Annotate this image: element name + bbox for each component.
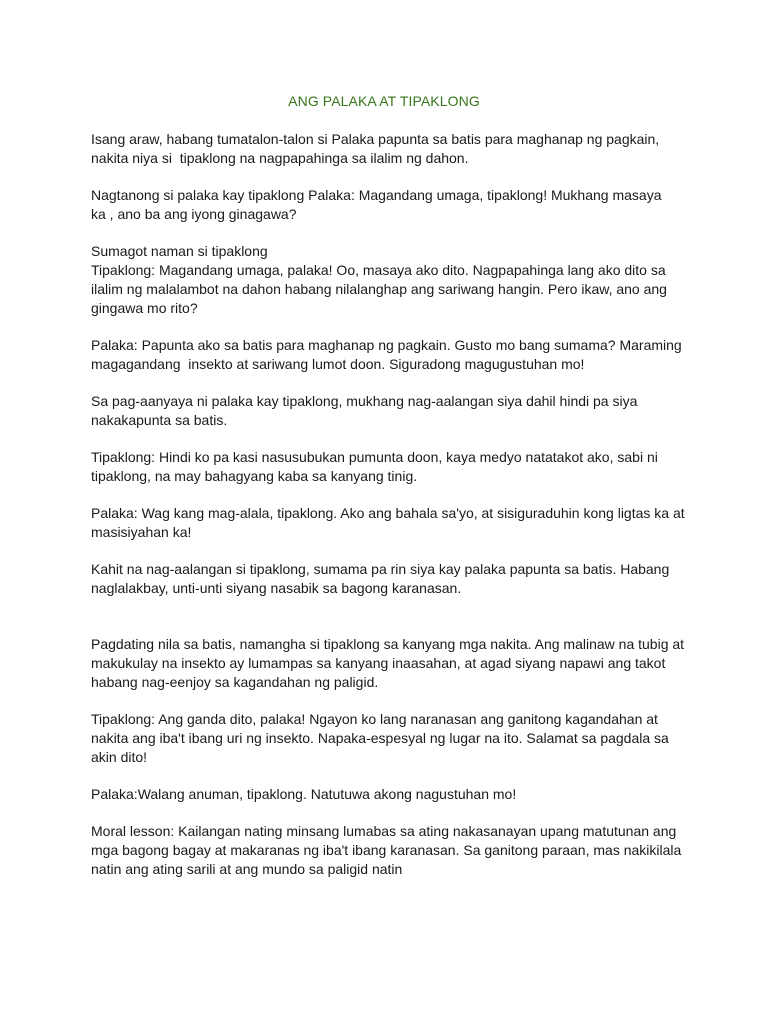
paragraph-line: akin dito! (91, 749, 148, 765)
paragraph (91, 242, 691, 318)
paragraph-line: naglalakbay, unti-unti siyang nasabik sa bagong karanasan. (91, 580, 462, 596)
paragraph-line: Tipaklong: Hindi ko pa kasi nasusubukan pumunta doon, kaya medyo natatakot ako, sabi ni (91, 449, 658, 465)
document-body (91, 130, 691, 897)
paragraph-line: Palaka: Papunta ako sa batis para maghanap ng pagkain. Gusto mo bang sumama? Maraming (91, 337, 682, 353)
paragraph-line: Kahit na nag-aalangan si tipaklong, sumama pa rin siya kay palaka papunta sa batis. Habang (91, 561, 670, 577)
paragraph-line: natin ang ating sarili at ang mundo sa paligid natin (91, 861, 403, 877)
paragraph (91, 710, 691, 767)
paragraph (91, 392, 691, 430)
paragraph-line: tipaklong, na may bahagyang kaba sa kanyang tinig. (91, 468, 418, 484)
paragraph-line: nakita ang iba't ibang uri ng insekto. Napaka-espesyal ng lugar na ito. Salamat sa pagdala sa (91, 730, 669, 746)
paragraph-line: nakita niya si tipaklong na nagpapahinga sa ilalim ng dahon. (91, 150, 469, 166)
paragraph-line: gingawa mo rito? (91, 300, 198, 316)
paragraph (91, 822, 691, 879)
paragraph (91, 504, 691, 542)
paragraph-line: Palaka:Walang anuman, tipaklong. Natutuwa akong nagustuhan mo! (91, 786, 517, 802)
paragraph-line: Pagdating nila sa batis, namangha si tipaklong sa kanyang mga nakita. Ang malinaw na tubig at (91, 636, 685, 652)
paragraph-line: Moral lesson: Kailangan nating minsang lumabas sa ating nakasanayan upang matutunan ang (91, 823, 677, 839)
paragraph-line: mga bagong bagay at makaranas ng iba't ibang karanasan. Sa ganitong paraan, mas nakikilala (91, 842, 682, 858)
paragraph-line: Sumagot naman si tipaklong (91, 243, 268, 259)
paragraph-spacer (91, 616, 691, 635)
document-title: ANG PALAKA AT TIPAKLONG (288, 93, 480, 109)
paragraph-line: Palaka: Wag kang mag-alala, tipaklong. Ako ang bahala sa'yo, at sisiguraduhin kong ligtas ka at (91, 505, 685, 521)
paragraph (91, 785, 691, 804)
paragraph-line: ilalim ng malalambot na dahon habang nilalanghap ang sariwang hangin. Pero ikaw, ano ang (91, 281, 667, 297)
paragraph-line: Tipaklong: Ang ganda dito, palaka! Ngayon ko lang naranasan ang ganitong kagandahan at (91, 711, 658, 727)
paragraph-line: Isang araw, habang tumatalon-talon si Palaka papunta sa batis para maghanap ng pagkain, (91, 131, 660, 147)
paragraph (91, 130, 691, 168)
paragraph-line: Nagtanong si palaka kay tipaklong Palaka: Magandang umaga, tipaklong! Mukhang masaya (91, 187, 662, 203)
paragraph-line: masisiyahan ka! (91, 524, 192, 540)
paragraph-line: ka , ano ba ang iyong ginagawa? (91, 206, 297, 222)
paragraph-line: magagandang insekto at sariwang lumot doon. Siguradong magugustuhan mo! (91, 356, 585, 372)
paragraph-line: nakakapunta sa batis. (91, 412, 228, 428)
paragraph (91, 448, 691, 486)
paragraph-line: Tipaklong: Magandang umaga, palaka! Oo, masaya ako dito. Nagpapahinga lang ako dito sa (91, 262, 666, 278)
paragraph (91, 336, 691, 374)
paragraph-line: habang nag-eenjoy sa kagandahan ng paligid. (91, 674, 379, 690)
paragraph (91, 186, 691, 224)
paragraph-line: Sa pag-aanyaya ni palaka kay tipaklong, mukhang nag-aalangan siya dahil hindi pa siya (91, 393, 638, 409)
paragraph-line: makukulay na insekto ay lumampas sa kanyang inaasahan, at agad siyang napawi ang takot (91, 655, 666, 671)
paragraph (91, 635, 691, 692)
paragraph (91, 560, 691, 598)
